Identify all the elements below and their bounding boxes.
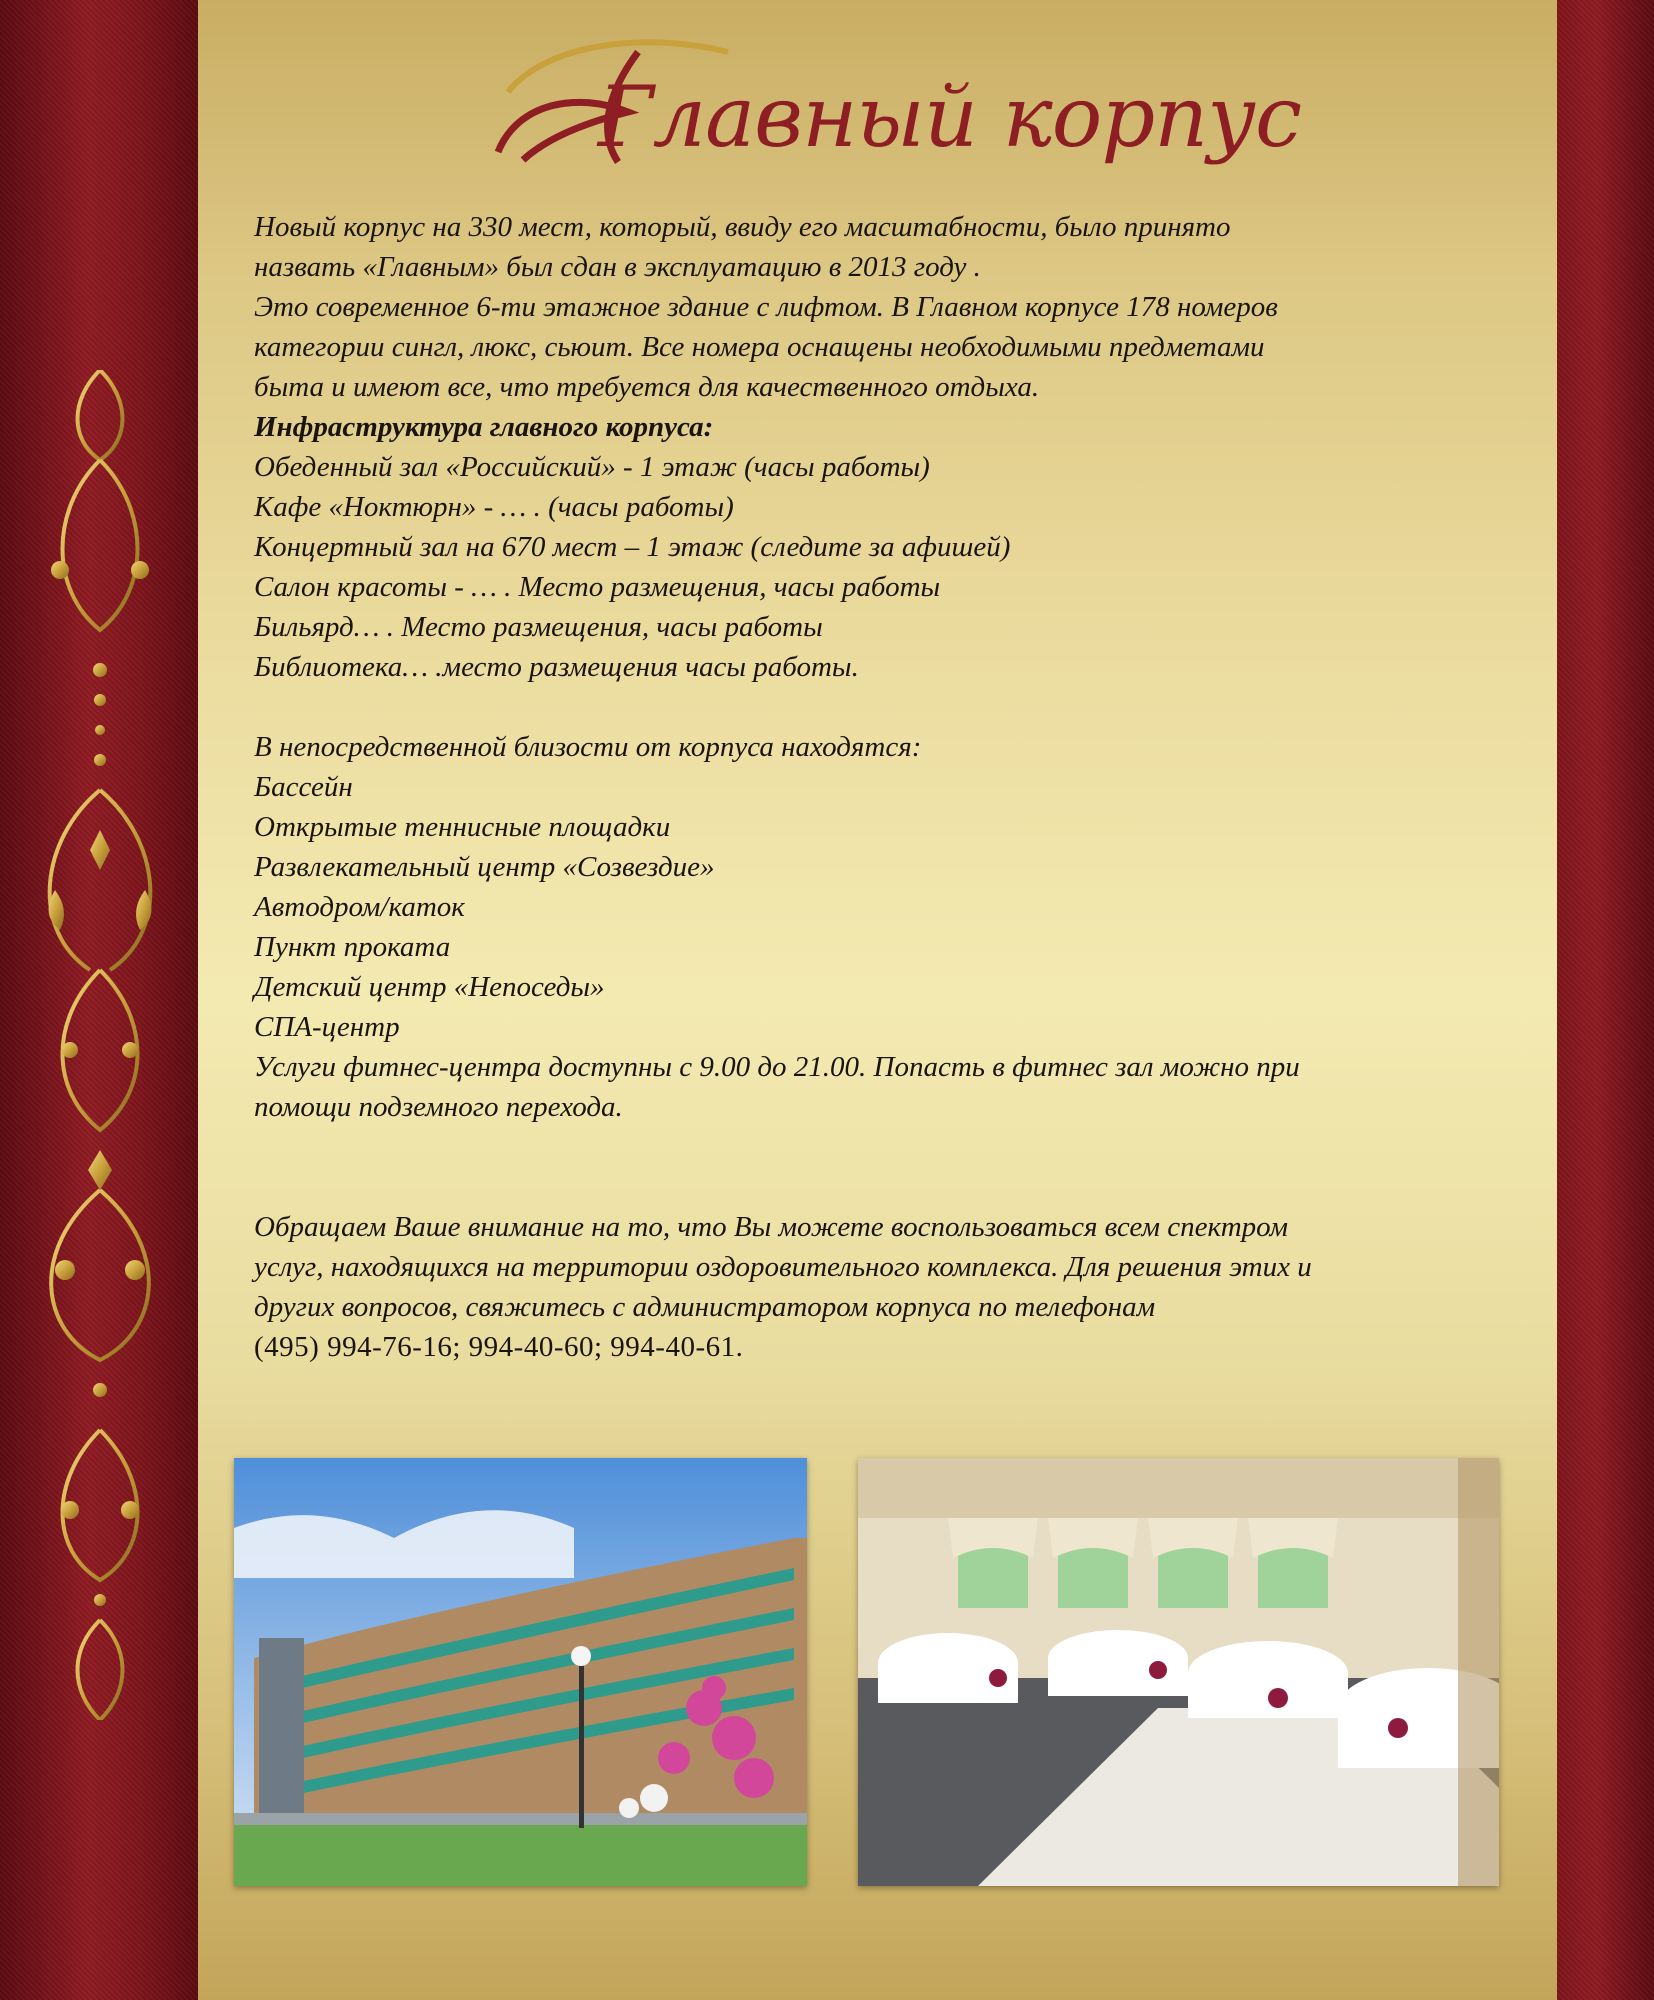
building-photo (234, 1458, 807, 1886)
notice-line: услуг, находящихся на территории оздоровительного комплекса. Для решения этих и (254, 1251, 1312, 1283)
intro-line: Это современное 6-ти этажное здание с лифтом. В Главном корпусе 178 номеров (254, 291, 1278, 323)
infrastructure-item: Обеденный зал «Российский» - 1 этаж (часы работы) (254, 451, 930, 483)
intro-line: Новый корпус на 330 мест, который, ввиду его масштабности, было принято (254, 211, 1231, 243)
main-text (254, 207, 1504, 1367)
nearby-item: Детский центр «Непоседы» (254, 971, 605, 1003)
nearby-item: СПА-центр (254, 1011, 400, 1043)
notice-line: Обращаем Ваше внимание на то, что Вы можете воспользоваться всем спектром (254, 1211, 1289, 1243)
infrastructure-heading: Инфраструктура главного корпуса: (254, 411, 714, 443)
infrastructure-item: Бильярд… . Место размещения, часы работы (254, 611, 823, 643)
phone-numbers: (495) 994-76-16; 994-40-60; 994-40-61. (254, 1331, 744, 1363)
nearby-item: Автодром/каток (254, 891, 465, 923)
infrastructure-item: Салон красоты - … . Место размещения, часы работы (254, 571, 941, 603)
infrastructure-item: Библиотека… .место размещения часы работы. (254, 651, 859, 683)
nearby-item: Услуги фитнес-центра доступны с 9.00 до 21.00. Попасть в фитнес зал можно при (254, 1051, 1300, 1083)
content-panel (198, 0, 1557, 2000)
intro-line: категории сингл, люкс, сьюит. Все номера оснащены необходимыми предметами (254, 331, 1265, 363)
nearby-item: Развлекательный центр «Созвездие» (254, 851, 715, 883)
infrastructure-item: Концертный зал на 670 мест – 1 этаж (следите за афишей) (254, 531, 1011, 563)
nearby-item: Открытые теннисные площадки (254, 811, 671, 843)
title-text: Главный корпус (598, 68, 1301, 166)
left-frame (0, 0, 198, 2000)
spacer (254, 687, 1504, 727)
nearby-item: Пункт проката (254, 931, 451, 963)
nearby-item: Бассейн (254, 771, 353, 803)
gold-floral-ornament-icon (30, 370, 170, 1720)
dining-hall-photo (858, 1458, 1499, 1886)
nearby-item: помощи подземного перехода. (254, 1091, 623, 1123)
intro-line: назвать «Главным» был сдан в эксплуатацию в 2013 году . (254, 251, 981, 283)
nearby-heading: В непосредственной близости от корпуса находятся: (254, 731, 922, 763)
right-frame (1557, 0, 1654, 2000)
intro-line: быта и имеют все, что требуется для качественного отдыха. (254, 371, 1040, 403)
page-title (488, 32, 1308, 172)
notice-line: других вопросов, свяжитесь с администратором корпуса по телефонам (254, 1291, 1156, 1323)
infrastructure-item: Кафе «Ноктюрн» - … . (часы работы) (254, 491, 734, 523)
spacer (254, 1127, 1504, 1207)
